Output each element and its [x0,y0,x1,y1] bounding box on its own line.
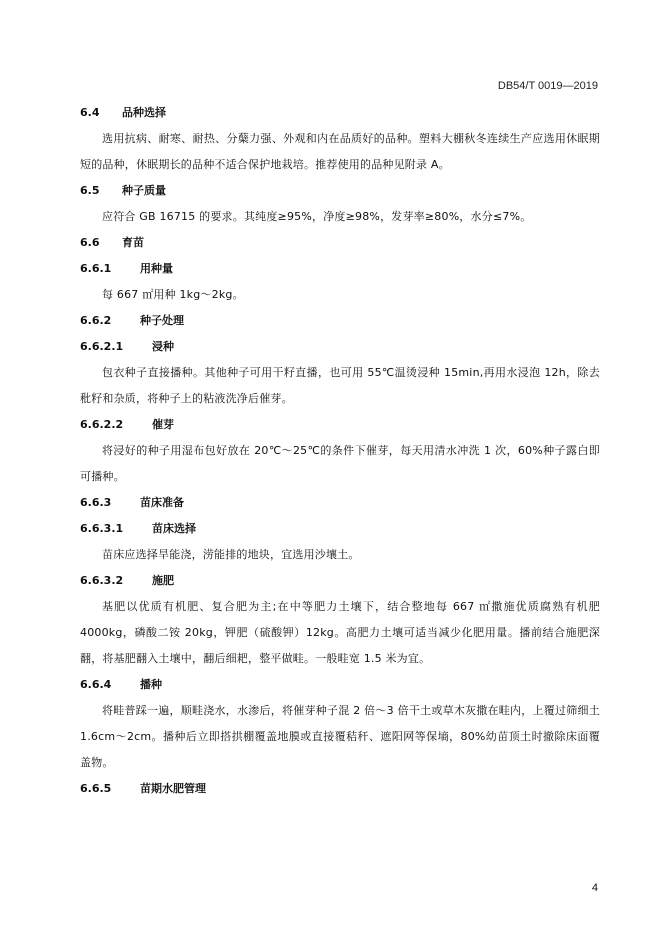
paragraph-seed-quality: 应符合 GB 16715 的要求。其纯度≥95%，净度≥98%，发芽率≥80%，水分≤7%。 [102,210,532,223]
section-heading-6-4 [80,100,600,126]
section-number: 6.6.3.1 [80,522,124,535]
section-heading-6-6-4 [80,672,600,698]
section-number: 6.6.5 [80,782,112,795]
section-heading-6-6-3 [80,490,600,516]
page-number: 4 [591,882,598,894]
paragraph-soaking: 包衣种子直接播种。其他种子可用干籽直播，也可用 55℃温烫浸种 15min,再用水浸泡 12h，除去秕籽和杂质，将种子上的粘液洗净后催芽。 [80,366,600,405]
section-heading-6-6-3-2 [80,568,600,594]
section-title: 苗期水肥管理 [140,782,206,795]
section-title: 施肥 [152,574,174,587]
section-title: 苗床选择 [152,522,196,535]
section-title: 种子处理 [140,314,184,327]
section-title: 种子质量 [122,184,166,197]
section-heading-6-6-2-1 [80,334,600,360]
document-body [80,100,600,802]
section-heading-6-6-5 [80,776,600,802]
paragraph-seeding-rate: 每 667 ㎡用种 1kg～2kg。 [102,288,244,301]
section-number: 6.6 [80,236,100,249]
section-title: 用种量 [140,262,173,275]
section-title: 品种选择 [122,106,166,119]
section-number: 6.6.1 [80,262,112,275]
paragraph-variety-selection: 选用抗病、耐寒、耐热、分蘖力强、外观和内在品质好的品种。塑料大棚秋冬连续生产应选用休眠期短的品种，休眠期长的品种不适合保护地栽培。推荐使用的品种见附录 A。 [80,132,600,171]
section-heading-6-6-3-1 [80,516,600,542]
section-title: 苗床准备 [140,496,184,509]
section-title: 浸种 [152,340,174,353]
section-heading-6-5 [80,178,600,204]
section-number: 6.6.2.2 [80,418,124,431]
section-number: 6.4 [80,106,100,119]
paragraph-fertilization: 基肥以优质有机肥、复合肥为主;在中等肥力土壤下，结合整地每 667 ㎡撒施优质腐熟有机肥 4000kg，磷酸二铵 20kg，钾肥（硫酸钾）12kg。高肥力土壤可适当减少化肥用量。播前结合施肥深翻，将基肥翻入土壤中，翻后细耙，整平做畦。一般畦宽 1.5 米为宜。 [80,600,600,665]
paragraph-germination: 将浸好的种子用湿布包好放在 20℃～25℃的条件下催芽，每天用清水冲洗 1 次，60%种子露白即可播种。 [80,444,600,483]
section-number: 6.6.3 [80,496,112,509]
paragraph-sowing: 将畦普踩一遍，顺畦浇水，水渗后，将催芽种子混 2 倍～3 倍干土或草木灰撒在畦内，上覆过筛细土 1.6cm～2cm。播种后立即搭拱棚覆盖地膜或直接覆秸秆、遮阳网等保墒，80%幼苗顶土时撤除床面覆盖物。 [80,704,600,769]
section-title: 育苗 [122,236,144,249]
section-heading-6-6 [80,230,600,256]
paragraph-seedbed-selection: 苗床应选择旱能浇，涝能排的地块，宜选用沙壤土。 [102,548,360,561]
section-number: 6.6.4 [80,678,112,691]
section-title: 播种 [140,678,162,691]
section-heading-6-6-2 [80,308,600,334]
section-number: 6.5 [80,184,100,197]
section-heading-6-6-1 [80,256,600,282]
section-number: 6.6.2.1 [80,340,124,353]
section-number: 6.6.2 [80,314,112,327]
document-code: DB54/T 0019—2019 [497,80,598,92]
section-number: 6.6.3.2 [80,574,124,587]
section-title: 催芽 [152,418,174,431]
section-heading-6-6-2-2 [80,412,600,438]
